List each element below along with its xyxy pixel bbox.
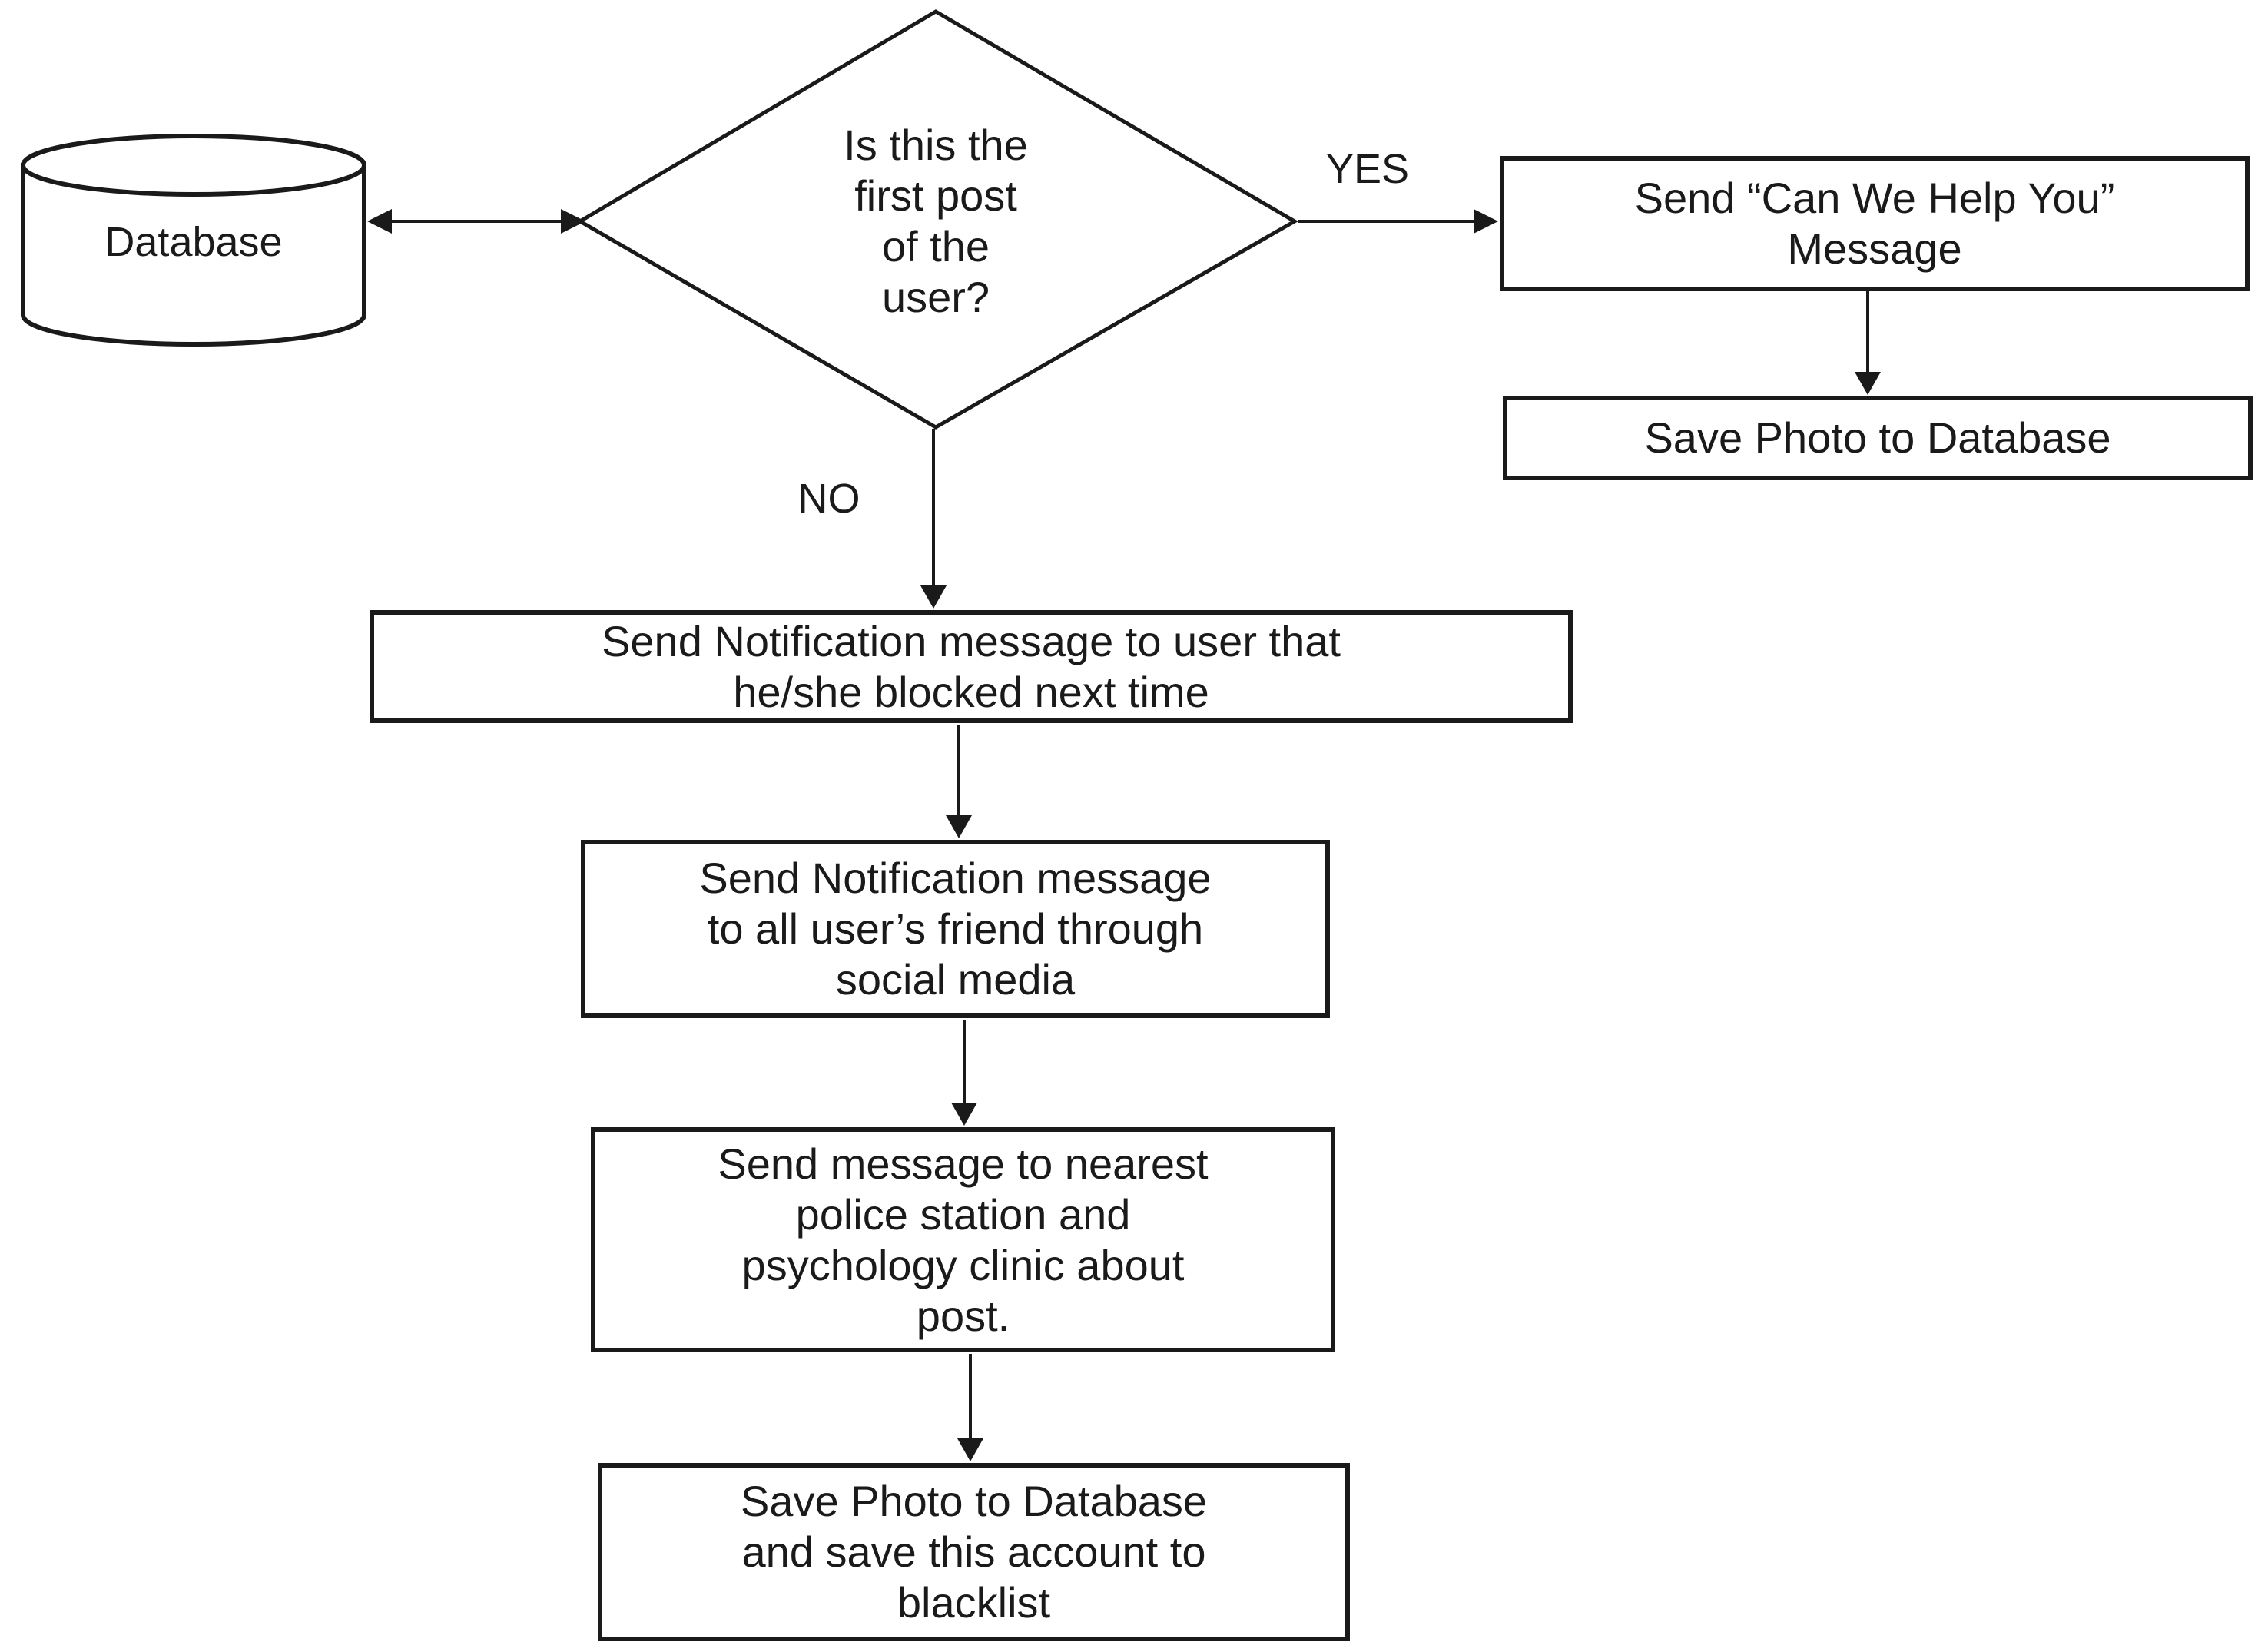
arrowhead-down-icon [1855,372,1881,395]
process-box-text-line: Send Notification message [699,854,1212,902]
process-box-text-line: post. [916,1291,1010,1340]
connector-decision-yes [1298,209,1498,234]
arrowhead-down-icon [957,1438,983,1461]
connector-police-save-blacklist [957,1354,983,1461]
process-box-text-line: Save Photo to Database [740,1477,1208,1525]
process-box-notify-user-blocked [370,610,1573,723]
process-box-text-line: and save this account to [741,1528,1206,1576]
connector-notify-friends-police [951,1020,977,1126]
no-branch-label: NO [797,476,860,522]
connector-database-decision [367,209,585,234]
arrowhead-left-icon [367,209,392,234]
process-box-text-line: Send Notification message to user that [602,616,1341,665]
process-box-message-police-clinic [591,1127,1335,1352]
process-box-text-line: to all user’s friend through [707,904,1204,953]
decision-label [778,120,1094,323]
database-cylinder-top [23,136,364,194]
process-box-text-line: Message [1787,224,1962,273]
process-box-text-line: Send message to nearest [718,1139,1209,1188]
decision-label-line: of the [881,222,990,270]
process-box-notify-friends [581,840,1330,1018]
connector-help-message-save-photo [1855,285,1881,395]
process-box-text-line: police station and [795,1189,1131,1239]
arrowhead-down-icon [946,815,972,838]
decision-label-line: Is this the [844,121,1028,169]
process-box-send-help-message [1500,156,2250,291]
process-box-text-line: psychology clinic about [741,1240,1185,1289]
decision-label-line: user? [881,273,990,321]
process-box-save-photo-blacklist [598,1463,1350,1641]
process-box-text-line: Save Photo to Database [1644,413,2111,462]
process-box-text-line: blacklist [897,1578,1051,1627]
process-box-text-line: social media [835,955,1076,1003]
arrowhead-right-icon [1474,209,1498,234]
process-box-text-line: Send “Can We Help You” [1634,174,2115,222]
decision-label-line: first post [854,171,1017,220]
process-box-text-line: he/she blocked next time [733,667,1209,716]
connector-notify-user-notify-friends [946,725,972,838]
arrowhead-down-icon [920,585,947,609]
connector-decision-no [920,429,947,609]
process-box-save-photo-database [1503,396,2253,480]
database-label: Database [104,219,283,265]
yes-branch-label: YES [1325,146,1410,192]
arrowhead-down-icon [951,1103,977,1126]
